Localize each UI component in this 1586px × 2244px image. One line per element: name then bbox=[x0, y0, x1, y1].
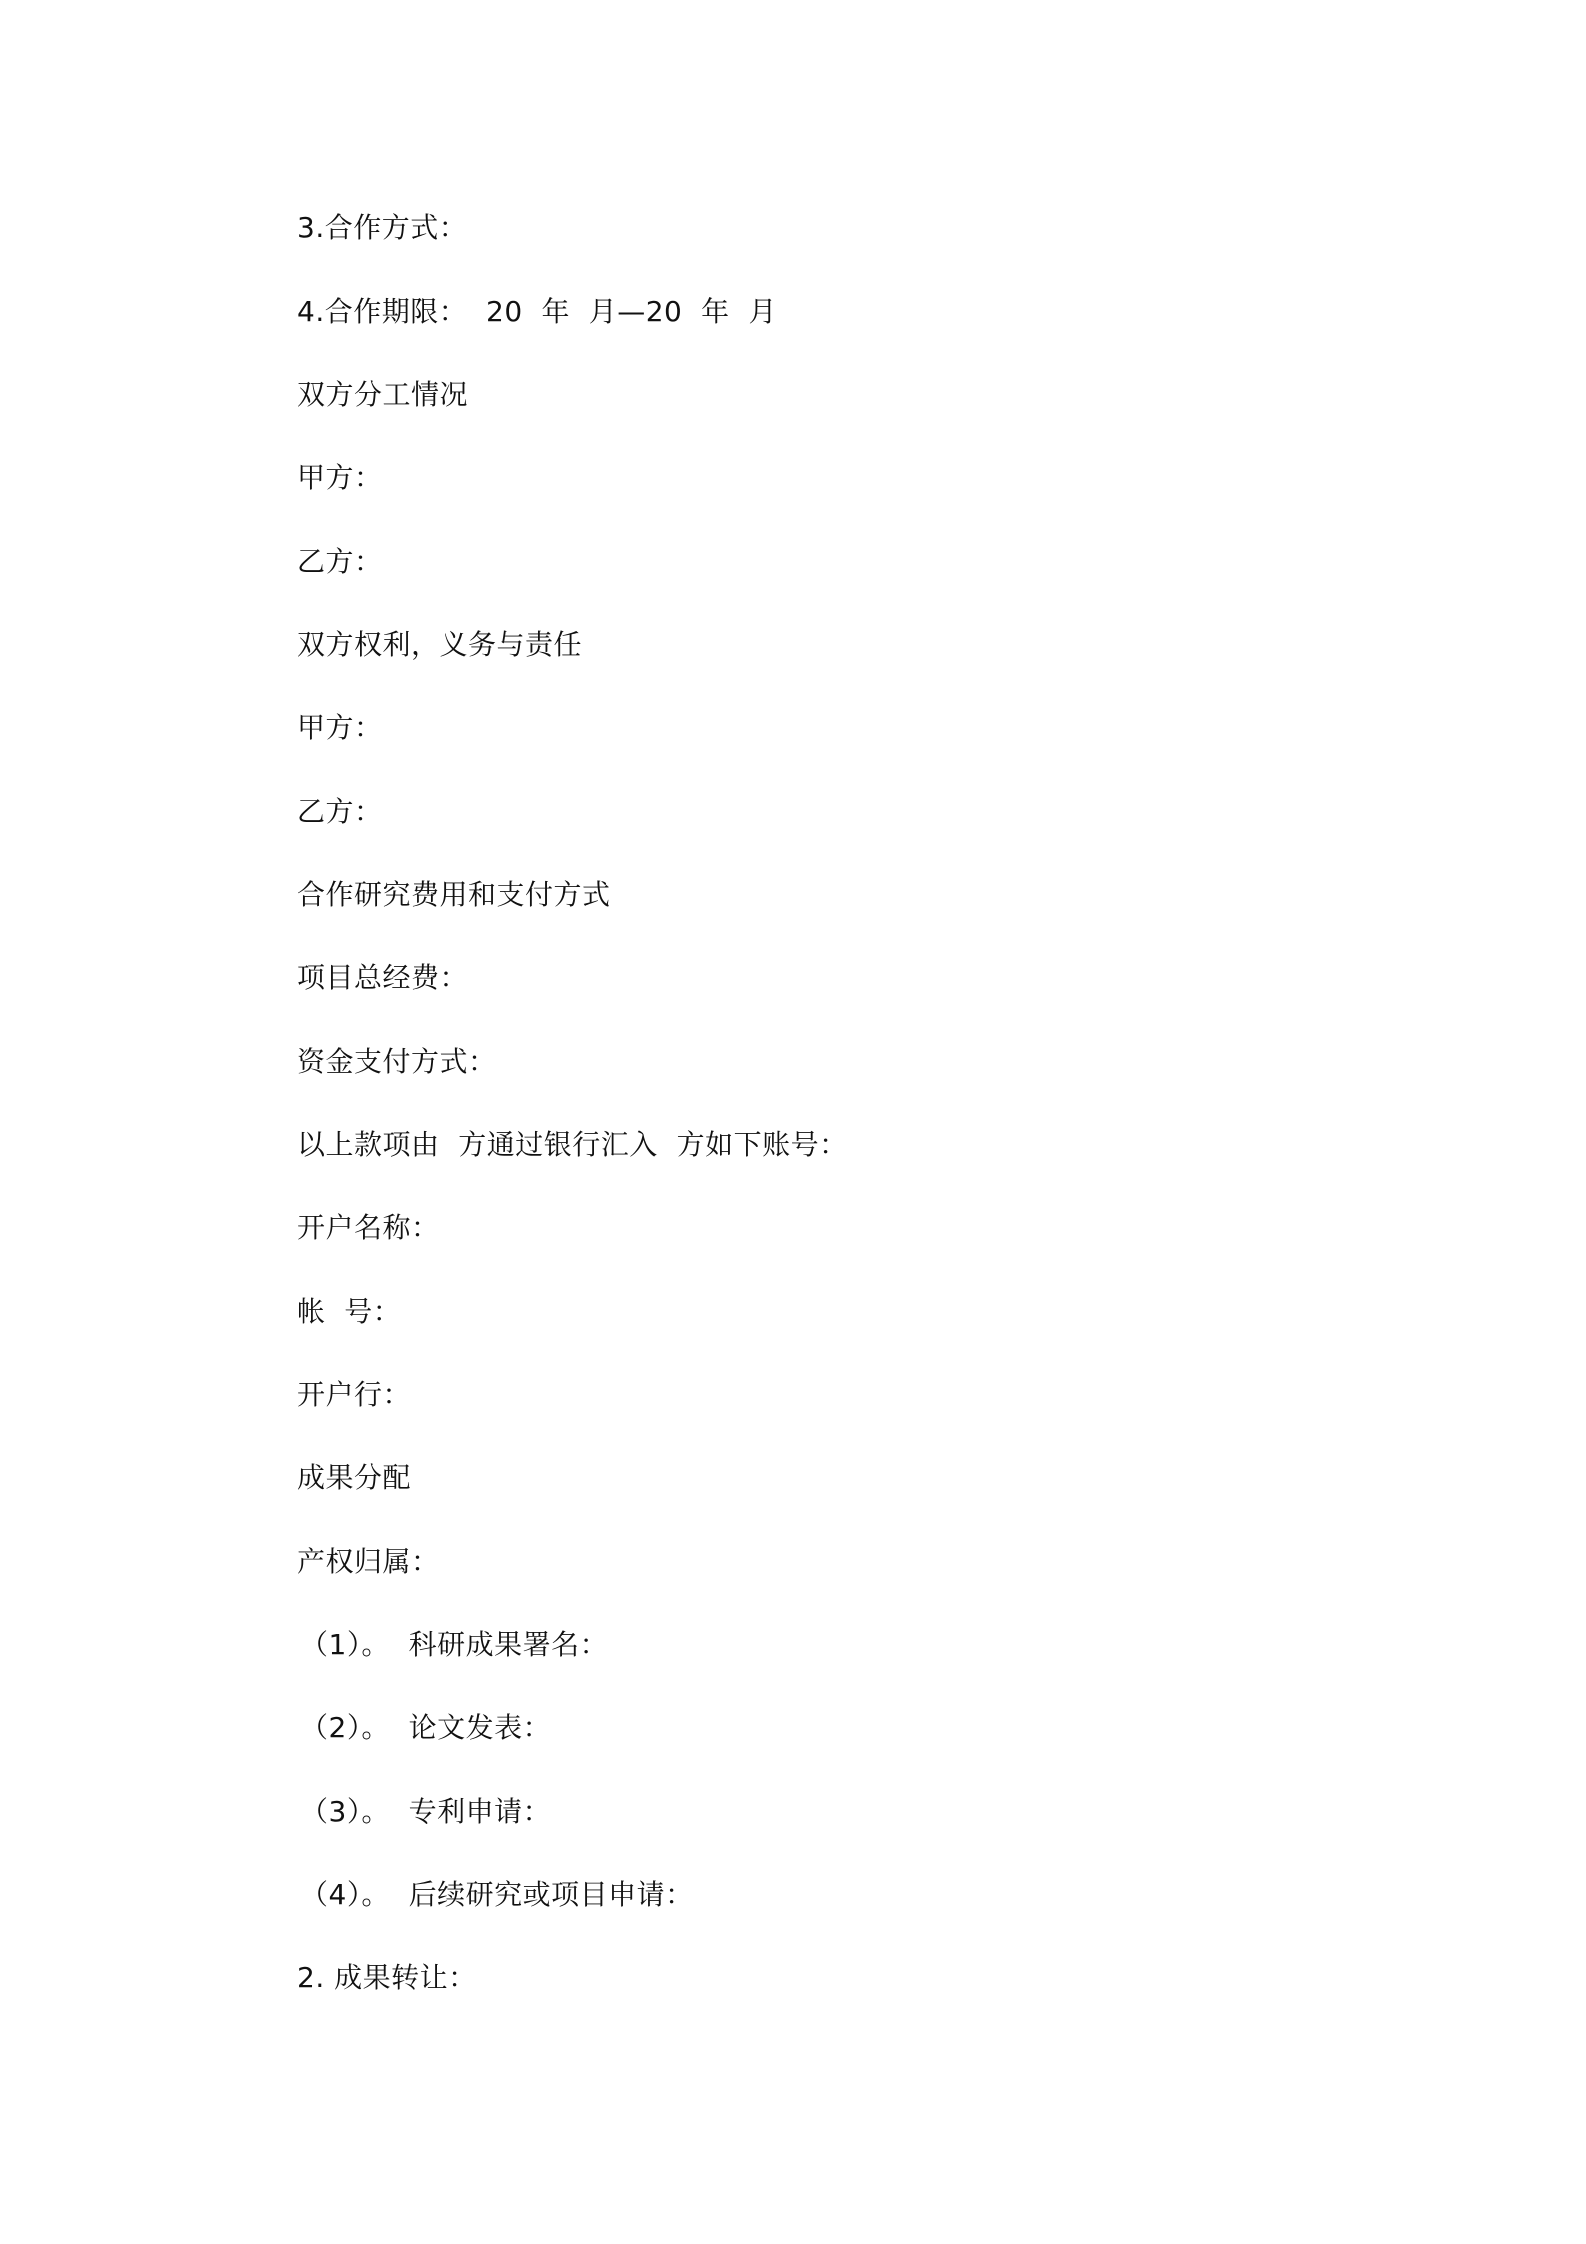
property-ownership-line: 产权归属： bbox=[297, 1545, 440, 1578]
list-item-authorship: （1）。 科研成果署名： bbox=[300, 1628, 609, 1661]
list-item-patent: （3）。 专利申请： bbox=[300, 1795, 552, 1828]
division-of-work-heading: 双方分工情况 bbox=[297, 378, 469, 411]
cost-payment-heading: 合作研究费用和支付方式 bbox=[297, 878, 611, 911]
party-a-rights-line: 甲方： bbox=[297, 711, 383, 744]
cooperation-period-line: 4.合作期限： 20 年 月—20 年 月 bbox=[297, 295, 777, 328]
result-distribution-heading: 成果分配 bbox=[297, 1461, 412, 1494]
party-b-work-line: 乙方： bbox=[297, 545, 383, 578]
cooperation-method-line: 3.合作方式： bbox=[297, 211, 468, 244]
list-item-publication: （2）。 论文发表： bbox=[300, 1711, 552, 1744]
list-item-follow-up: （4）。 后续研究或项目申请： bbox=[300, 1878, 694, 1911]
party-b-rights-line: 乙方： bbox=[297, 795, 383, 828]
total-funding-line: 项目总经费： bbox=[297, 961, 469, 994]
bank-transfer-line: 以上款项由 方通过银行汇入 方如下账号： bbox=[297, 1128, 848, 1161]
rights-obligations-heading: 双方权利，义务与责任 bbox=[297, 628, 583, 661]
bank-line: 开户行： bbox=[297, 1378, 412, 1411]
result-transfer-line: 2. 成果转让： bbox=[297, 1961, 477, 1994]
account-number-line: 帐 号： bbox=[297, 1295, 402, 1328]
account-name-line: 开户名称： bbox=[297, 1211, 440, 1244]
payment-method-line: 资金支付方式： bbox=[297, 1045, 497, 1078]
party-a-work-line: 甲方： bbox=[297, 461, 383, 494]
